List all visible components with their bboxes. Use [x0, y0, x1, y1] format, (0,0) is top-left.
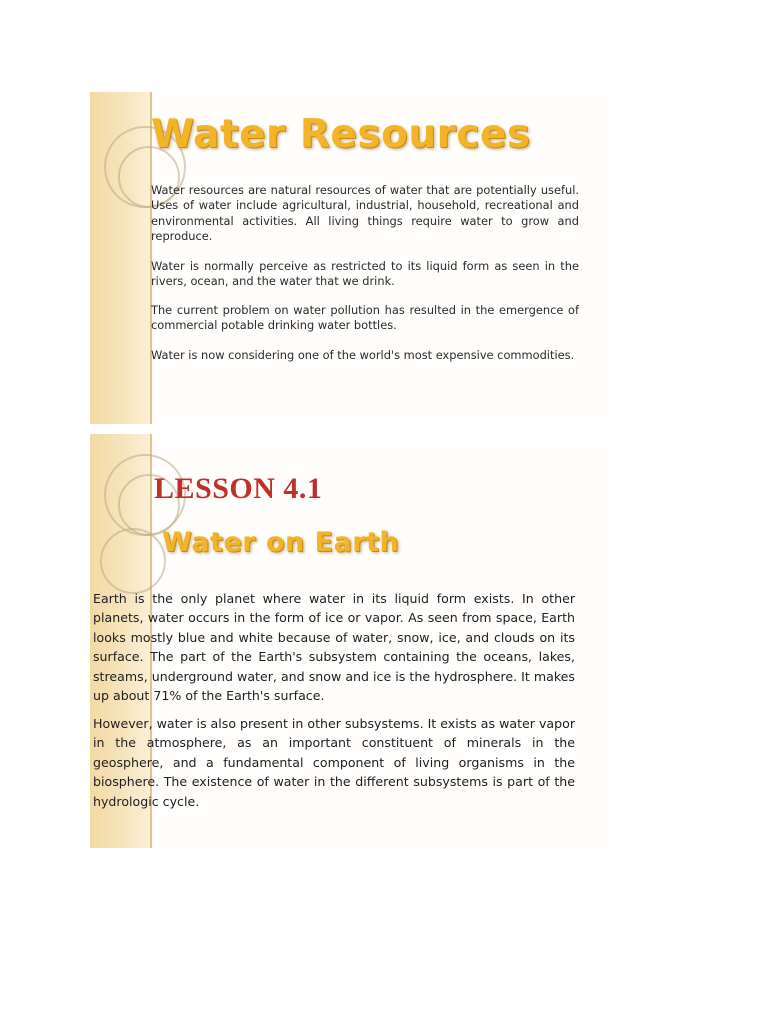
paragraph: Water is normally perceive as restricted to its liquid form as seen in the rivers, ocean, and the water that we drink. — [151, 259, 579, 289]
swirl-ornament-icon — [100, 528, 166, 594]
slide-title: Water Resources — [151, 112, 531, 157]
paragraph: Water is now considering one of the world's most expensive commodities. — [151, 348, 575, 362]
paragraph: The current problem on water pollution has resulted in the emergence of commercial potable drinking water bottles. — [151, 303, 579, 333]
slide-water-resources — [90, 92, 616, 424]
paragraph: Water resources are natural resources of water that are potentially useful. Uses of water include agricultural, industrial, household, recreational and environmental activities. All living things require water to grow and reproduce. — [151, 183, 579, 243]
slide-title: Water on Earth — [162, 527, 400, 558]
paragraph: However, water is also present in other subsystems. It exists as water vapor in the atmosphere, as an important constituent of minerals in the geosphere, and a fundamental component of living organisms in the biosphere. The existence of water in the different subsystems is part of the hydrologic cycle. — [93, 716, 575, 809]
lesson-label: LESSON 4.1 — [154, 472, 323, 505]
paragraph: Earth is the only planet where water in its liquid form exists. In other planets, water occurs in the form of ice or vapor. As seen from space, Earth looks mostly blue and white because of water, snow, ice, and clouds on its surface. The part of the Earth's subsystem containing the oceans, lakes, streams, underground water, and snow and ice is the hydrosphere. It makes up about 71% of the Earth's surface. — [93, 591, 575, 704]
slide-water-on-earth — [90, 434, 616, 848]
